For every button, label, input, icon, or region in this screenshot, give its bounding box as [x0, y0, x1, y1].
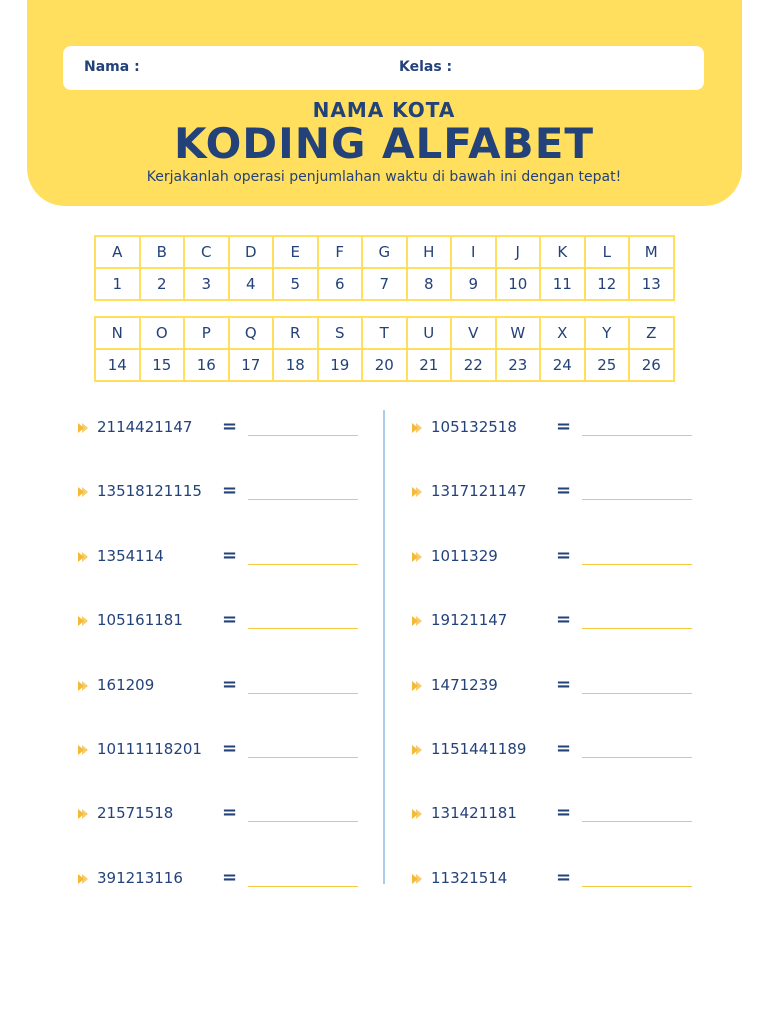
letters-row — [95, 236, 674, 268]
arrow-bullet-icon — [76, 613, 90, 627]
arrow-bullet-icon — [410, 613, 424, 627]
number-cell: 7 — [362, 268, 407, 300]
letter-cell: Z — [629, 317, 674, 349]
equals-sign: = — [222, 673, 238, 695]
arrow-bullet-icon — [76, 484, 90, 498]
question-row — [76, 865, 366, 895]
arrow-bullet-icon — [76, 678, 90, 692]
question-row — [410, 414, 700, 444]
letter-cell: S — [318, 317, 363, 349]
answer-line[interactable] — [582, 757, 692, 758]
answer-line[interactable] — [582, 564, 692, 565]
number-code: 391213116 — [97, 868, 183, 887]
answer-line[interactable] — [248, 821, 358, 822]
number-code: 105161181 — [97, 611, 183, 630]
numbers-row — [95, 268, 674, 300]
question-row — [410, 607, 700, 637]
question-row — [76, 736, 366, 766]
equals-sign: = — [222, 480, 238, 502]
arrow-bullet-icon — [76, 871, 90, 885]
answer-line[interactable] — [582, 821, 692, 822]
number-code: 2114421147 — [97, 418, 193, 436]
number-cell: 14 — [95, 349, 140, 381]
number-cell: 19 — [318, 349, 363, 381]
letter-cell: J — [496, 236, 541, 268]
equals-sign: = — [556, 738, 572, 759]
number-code: 11321514 — [431, 868, 508, 887]
question-row — [410, 672, 700, 702]
question-row — [76, 672, 366, 702]
number-cell: 15 — [140, 349, 185, 381]
question-row — [76, 543, 366, 573]
number-cell: 4 — [229, 268, 274, 300]
number-cell: 18 — [273, 349, 318, 381]
arrow-bullet-icon — [410, 678, 424, 692]
question-row — [76, 800, 366, 830]
arrow-bullet-icon — [410, 549, 424, 563]
letter-cell: N — [95, 317, 140, 349]
number-code: 1011329 — [431, 546, 498, 565]
letter-cell: A — [95, 236, 140, 268]
instruction-text: Kerjakanlah operasi penjumlahan waktu di bawah ini dengan tepat! — [146, 169, 622, 185]
number-code: 1354114 — [97, 546, 164, 565]
letter-cell: V — [451, 317, 496, 349]
letter-cell: R — [273, 317, 318, 349]
arrow-bullet-icon — [410, 871, 424, 885]
answer-line[interactable] — [248, 693, 358, 694]
letter-cell: L — [585, 236, 630, 268]
arrow-bullet-icon — [410, 420, 424, 434]
number-cell: 1 — [95, 268, 140, 300]
equals-sign: = — [222, 544, 238, 566]
number-code: 1471239 — [431, 675, 498, 694]
equals-sign: = — [222, 866, 238, 888]
arrow-bullet-icon — [76, 549, 90, 563]
equals-sign: = — [556, 416, 572, 437]
letter-cell: G — [362, 236, 407, 268]
letter-cell: I — [451, 236, 496, 268]
equals-sign: = — [556, 866, 572, 888]
arrow-bullet-icon — [410, 742, 424, 756]
number-cell: 3 — [184, 268, 229, 300]
number-cell: 2 — [140, 268, 185, 300]
equals-sign: = — [556, 802, 572, 824]
number-cell: 8 — [407, 268, 452, 300]
number-code: 13518121115 — [97, 482, 202, 501]
equals-sign: = — [556, 544, 572, 566]
arrow-bullet-icon — [76, 806, 90, 820]
letter-cell: C — [184, 236, 229, 268]
letter-cell: T — [362, 317, 407, 349]
answer-line[interactable] — [248, 564, 358, 565]
answer-line[interactable] — [582, 435, 692, 436]
question-row — [76, 607, 366, 637]
number-code: 105132518 — [431, 418, 517, 436]
answer-line[interactable] — [582, 499, 692, 500]
question-row — [410, 543, 700, 573]
number-code: 161209 — [97, 675, 155, 694]
letter-cell: H — [407, 236, 452, 268]
number-cell: 17 — [229, 349, 274, 381]
answer-line[interactable] — [582, 628, 692, 629]
letter-cell: E — [273, 236, 318, 268]
number-code: 1317121147 — [431, 482, 527, 501]
equals-sign: = — [556, 480, 572, 502]
question-row — [410, 736, 700, 766]
numbers-row — [95, 349, 674, 381]
number-cell: 16 — [184, 349, 229, 381]
number-cell: 11 — [540, 268, 585, 300]
number-code: 21571518 — [97, 804, 174, 823]
question-row — [76, 478, 366, 508]
number-cell: 23 — [496, 349, 541, 381]
answer-line[interactable] — [582, 693, 692, 694]
letter-cell: Q — [229, 317, 274, 349]
student-info-bar — [63, 46, 704, 90]
number-cell: 6 — [318, 268, 363, 300]
number-code: 10111118201 — [97, 740, 202, 758]
answer-line[interactable] — [248, 886, 358, 887]
arrow-bullet-icon — [410, 484, 424, 498]
letter-cell: W — [496, 317, 541, 349]
code-table-n-to-z — [94, 316, 675, 382]
page-subtitle: NAMA KOTA — [312, 98, 456, 122]
code-table-a-to-m — [94, 235, 675, 301]
letter-cell: U — [407, 317, 452, 349]
arrow-bullet-icon — [76, 420, 90, 434]
number-cell: 26 — [629, 349, 674, 381]
equals-sign: = — [222, 802, 238, 824]
letter-cell: O — [140, 317, 185, 349]
letter-cell: P — [184, 317, 229, 349]
arrow-bullet-icon — [76, 742, 90, 756]
number-code: 1151441189 — [431, 740, 527, 758]
column-divider — [383, 410, 385, 884]
equals-sign: = — [222, 738, 238, 759]
number-cell: 9 — [451, 268, 496, 300]
question-row — [410, 478, 700, 508]
number-code: 19121147 — [431, 611, 508, 630]
letter-cell: D — [229, 236, 274, 268]
letter-cell: F — [318, 236, 363, 268]
question-row — [410, 800, 700, 830]
number-cell: 10 — [496, 268, 541, 300]
equals-sign: = — [556, 673, 572, 695]
number-cell: 22 — [451, 349, 496, 381]
equals-sign: = — [222, 416, 238, 437]
equals-sign: = — [556, 609, 572, 631]
answer-line[interactable] — [248, 499, 358, 500]
number-cell: 5 — [273, 268, 318, 300]
number-cell: 13 — [629, 268, 674, 300]
equals-sign: = — [222, 609, 238, 631]
letter-cell: K — [540, 236, 585, 268]
number-cell: 25 — [585, 349, 630, 381]
page-title: KODING ALFABET — [173, 119, 595, 168]
number-cell: 12 — [585, 268, 630, 300]
number-code: 131421181 — [431, 804, 517, 823]
number-cell: 20 — [362, 349, 407, 381]
answer-line[interactable] — [582, 886, 692, 887]
number-cell: 21 — [407, 349, 452, 381]
letter-cell: X — [540, 317, 585, 349]
arrow-bullet-icon — [410, 806, 424, 820]
letter-cell: Y — [585, 317, 630, 349]
answer-line[interactable] — [248, 628, 358, 629]
name-label: Nama : — [84, 59, 140, 75]
answer-line[interactable] — [248, 757, 358, 758]
question-row — [76, 414, 366, 444]
class-label: Kelas : — [399, 59, 453, 75]
number-cell: 24 — [540, 349, 585, 381]
letter-cell: M — [629, 236, 674, 268]
letters-row — [95, 317, 674, 349]
letter-cell: B — [140, 236, 185, 268]
question-row — [410, 865, 700, 895]
answer-line[interactable] — [248, 435, 358, 436]
